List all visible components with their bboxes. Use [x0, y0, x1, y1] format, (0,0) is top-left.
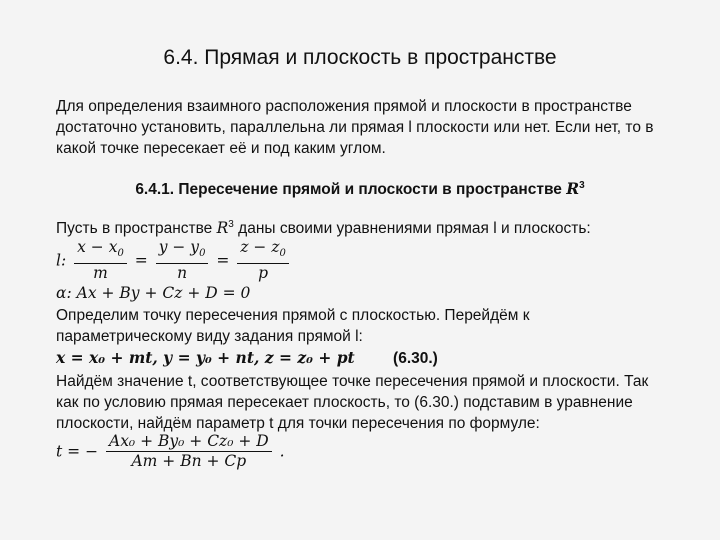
paragraph-2: Определим точку пересечения прямой с плоскостью. Перейдём к параметрическому виду задания прямой l:: [56, 307, 530, 345]
fy-num: y − y: [158, 238, 200, 256]
intro-paragraph: Для определения взаимного расположения прямой и плоскости в пространстве достаточно установить, параллельна ли прямая l плоскости или нет. Если нет, то в какой точке пересекает её и под каким углом.: [56, 98, 654, 157]
t-den: Am + Bn + Cp: [106, 451, 272, 471]
param-text: x = x₀ + mt, y = y₀ + nt, z = z₀ + pt: [56, 348, 355, 367]
t-num: Ax₀ + By₀ + Cz₀ + D: [109, 432, 269, 450]
plane-equation: [56, 284, 250, 302]
fz-den: p: [237, 263, 289, 283]
fraction-y: [156, 238, 209, 283]
line-equation: [56, 238, 292, 283]
fz-sub: 0: [279, 248, 286, 260]
given-post: даны своими уравнениями прямая l и плоскость:: [233, 220, 591, 238]
given-sup: 3: [228, 219, 234, 230]
given-line: [56, 219, 591, 238]
section-subtitle: [0, 175, 720, 201]
fraction-x: [74, 238, 127, 283]
t-fraction: [106, 432, 272, 471]
eq-sign-2: =: [216, 251, 230, 270]
given-r: R: [216, 219, 229, 238]
plane-text: Ax + By + Cz + D = 0: [76, 284, 251, 302]
fx-sub: 0: [117, 248, 124, 260]
line-label: l:: [56, 251, 67, 270]
equation-number: (6.30.): [393, 350, 438, 367]
subtitle-r: R: [566, 179, 580, 199]
fraction-z: [237, 238, 289, 283]
param-equation: [56, 348, 438, 368]
t-formula: [56, 432, 285, 471]
fy-den: n: [156, 263, 209, 283]
t-tail: .: [279, 442, 285, 461]
given-pre: Пусть в пространстве: [56, 220, 217, 238]
fx-den: m: [74, 263, 127, 283]
subtitle-text: 6.4.1. Пересечение прямой и плоскости в пространстве: [135, 181, 567, 199]
paragraph-3: Найдём значение t, соответствующее точке пересечения прямой и плоскости. Так как по условию прямая пересекает плоскость, то (6.30.) подставим в уравнение плоскости, найдём параметр t для точки пересечения по формуле:: [56, 373, 649, 432]
plane-label: α:: [56, 284, 72, 302]
slide-title: 6.4. Прямая и плоскость в пространстве: [163, 46, 557, 69]
fx-num: x − x: [77, 238, 118, 256]
t-lhs: t = −: [56, 442, 99, 461]
eq-sign-1: =: [134, 251, 148, 270]
fy-sub: 0: [199, 248, 206, 260]
fz-num: z − z: [240, 238, 280, 256]
subtitle-sup: 3: [579, 180, 585, 191]
